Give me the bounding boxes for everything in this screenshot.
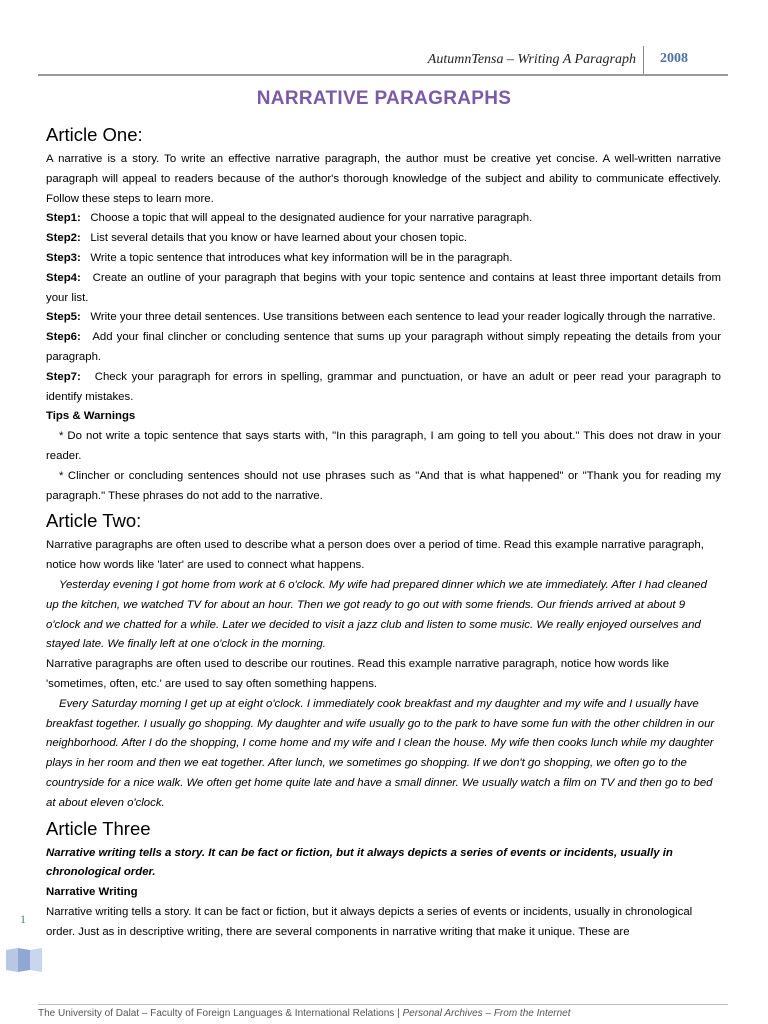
article-three-body: Narrative writing tells a story. It can be fact or fiction, but it always depicts a series of events or incidents, usually in chronological order. Just as in descriptive writing, there are several components in narrative writing that make it unique. These are [46,905,693,938]
article-three-lead: Narrative writing tells a story. It can be fact or fiction, but it always depicts a series of events or incidents, usually in chronological order. [46,846,673,879]
article-two-intro-2: Narrative paragraphs are often used to describe our routines. Read this example narrative paragraph, notice how words like 'sometimes, often, etc.' are used to say often something happens. [46,658,670,690]
page-number: 1 [20,912,26,926]
step-item [46,308,721,328]
step-text: Write a topic sentence that introduces what key information will be in the paragraph. [90,251,513,264]
step-item [46,368,721,408]
page-footer [38,1004,728,1019]
step-label: Step2: [46,232,81,245]
footer-archive: Personal Archives – From the Internet [402,1008,571,1019]
article-one-heading: Article One: [46,124,143,145]
page-corner-decoration-icon [4,944,44,976]
tip-item: * Clincher or concluding sentences should not use phrases such as "And that is what happened" or "Thank you for reading my paragraph." These phrases do not add to the narrative. [46,469,721,502]
step-item [46,249,721,269]
tip-item: * Do not write a topic sentence that says starts with, "In this paragraph, I am going to tell you about." This does not draw in your reader. [46,430,721,462]
document-title: AutumnTensa – Writing A Paragraph [427,52,636,67]
example-paragraph-1: Yesterday evening I got home from work at 6 o'clock. My wife had prepared dinner which we ate immediately. After I had cleaned up the kitchen, we watched TV for about an hour. Then we got ready to go out with some friends. Our friends arrived at about 9 o'clock and we chatted for a while. Later we decided to visit a jazz club and listen to some music. We really enjoyed ourselves and stayed late. We finally left at one o'clock in the morning. [46,578,707,651]
article-two-intro-1: Narrative paragraphs are often used to describe what a person does over a period of time. Read this example narrative paragraph, notice how words like 'later' are used to connect what happens. [46,539,704,572]
narrative-writing-subheading: Narrative Writing [46,886,138,899]
step-label: Step4: [46,271,81,284]
footer-separator: | [397,1008,400,1019]
article-three-heading: Article Three [46,817,151,839]
tips-heading: Tips & Warnings [46,410,136,423]
step-item [46,269,721,309]
article-one-intro: A narrative is a story. To write an effective narrative paragraph, the author must be creative yet concise. A well-written narrative paragraph will appeal to readers because of the author's thorough knowledge of the subject and ability to communicate effectively. Follow these steps to learn more. [46,153,721,205]
step-item [46,229,721,249]
step-text: List several details that you know or have learned about your chosen topic. [90,232,468,245]
step-label: Step3: [46,251,81,264]
step-label: Step5: [46,311,81,324]
step-text: Choose a topic that will appeal to the designated audience for your narrative paragraph. [90,212,533,225]
example-paragraph-2: Every Saturday morning I get up at eight o'clock. I immediately cook breakfast and my daughter and my wife and I usually have breakfast together. I usually go shopping. My daughter and wife usually go to the park to have some fun with the other children in our neighborhood. After I do the shopping, I come home and my wife and I clean the house. My wife then cooks lunch while my daughter plays in her room and then we eat together. After lunch, we sometimes go shopping. If we don't go shopping, we often go to the countryside for a nice walk. We often get home quite late and have a small dinner. We usually watch a film on TV and then go to bed at about eleven o'clock. [46,697,715,809]
step-label: Step6: [46,331,81,344]
step-item [46,328,721,368]
page-title: NARRATIVE PARAGRAPHS [256,88,512,109]
step-item [46,209,721,229]
document-year: 2008 [660,51,688,66]
footer-institution: The University of Dalat – Faculty of Foreign Languages & International Relations [38,1008,395,1019]
step-text: Add your final clincher or concluding sentence that sums up your paragraph without simply repeating the details from your paragraph. [46,331,721,363]
article-two-heading: Article Two: [46,510,142,532]
step-label: Step7: [46,370,81,383]
page-header [38,44,728,76]
header-divider [643,46,644,74]
step-text: Create an outline of your paragraph that begins with your topic sentence and contains at least three important details from your list. [46,271,721,304]
step-text: Write your three detail sentences. Use transitions between each sentence to lead your reader logically through the narrative. [90,311,716,324]
document-body [46,120,721,942]
step-text: Check your paragraph for errors in spelling, grammar and punctuation, or have an adult or peer read your paragraph to identify mistakes. [46,370,721,403]
step-label: Step1: [46,212,81,225]
